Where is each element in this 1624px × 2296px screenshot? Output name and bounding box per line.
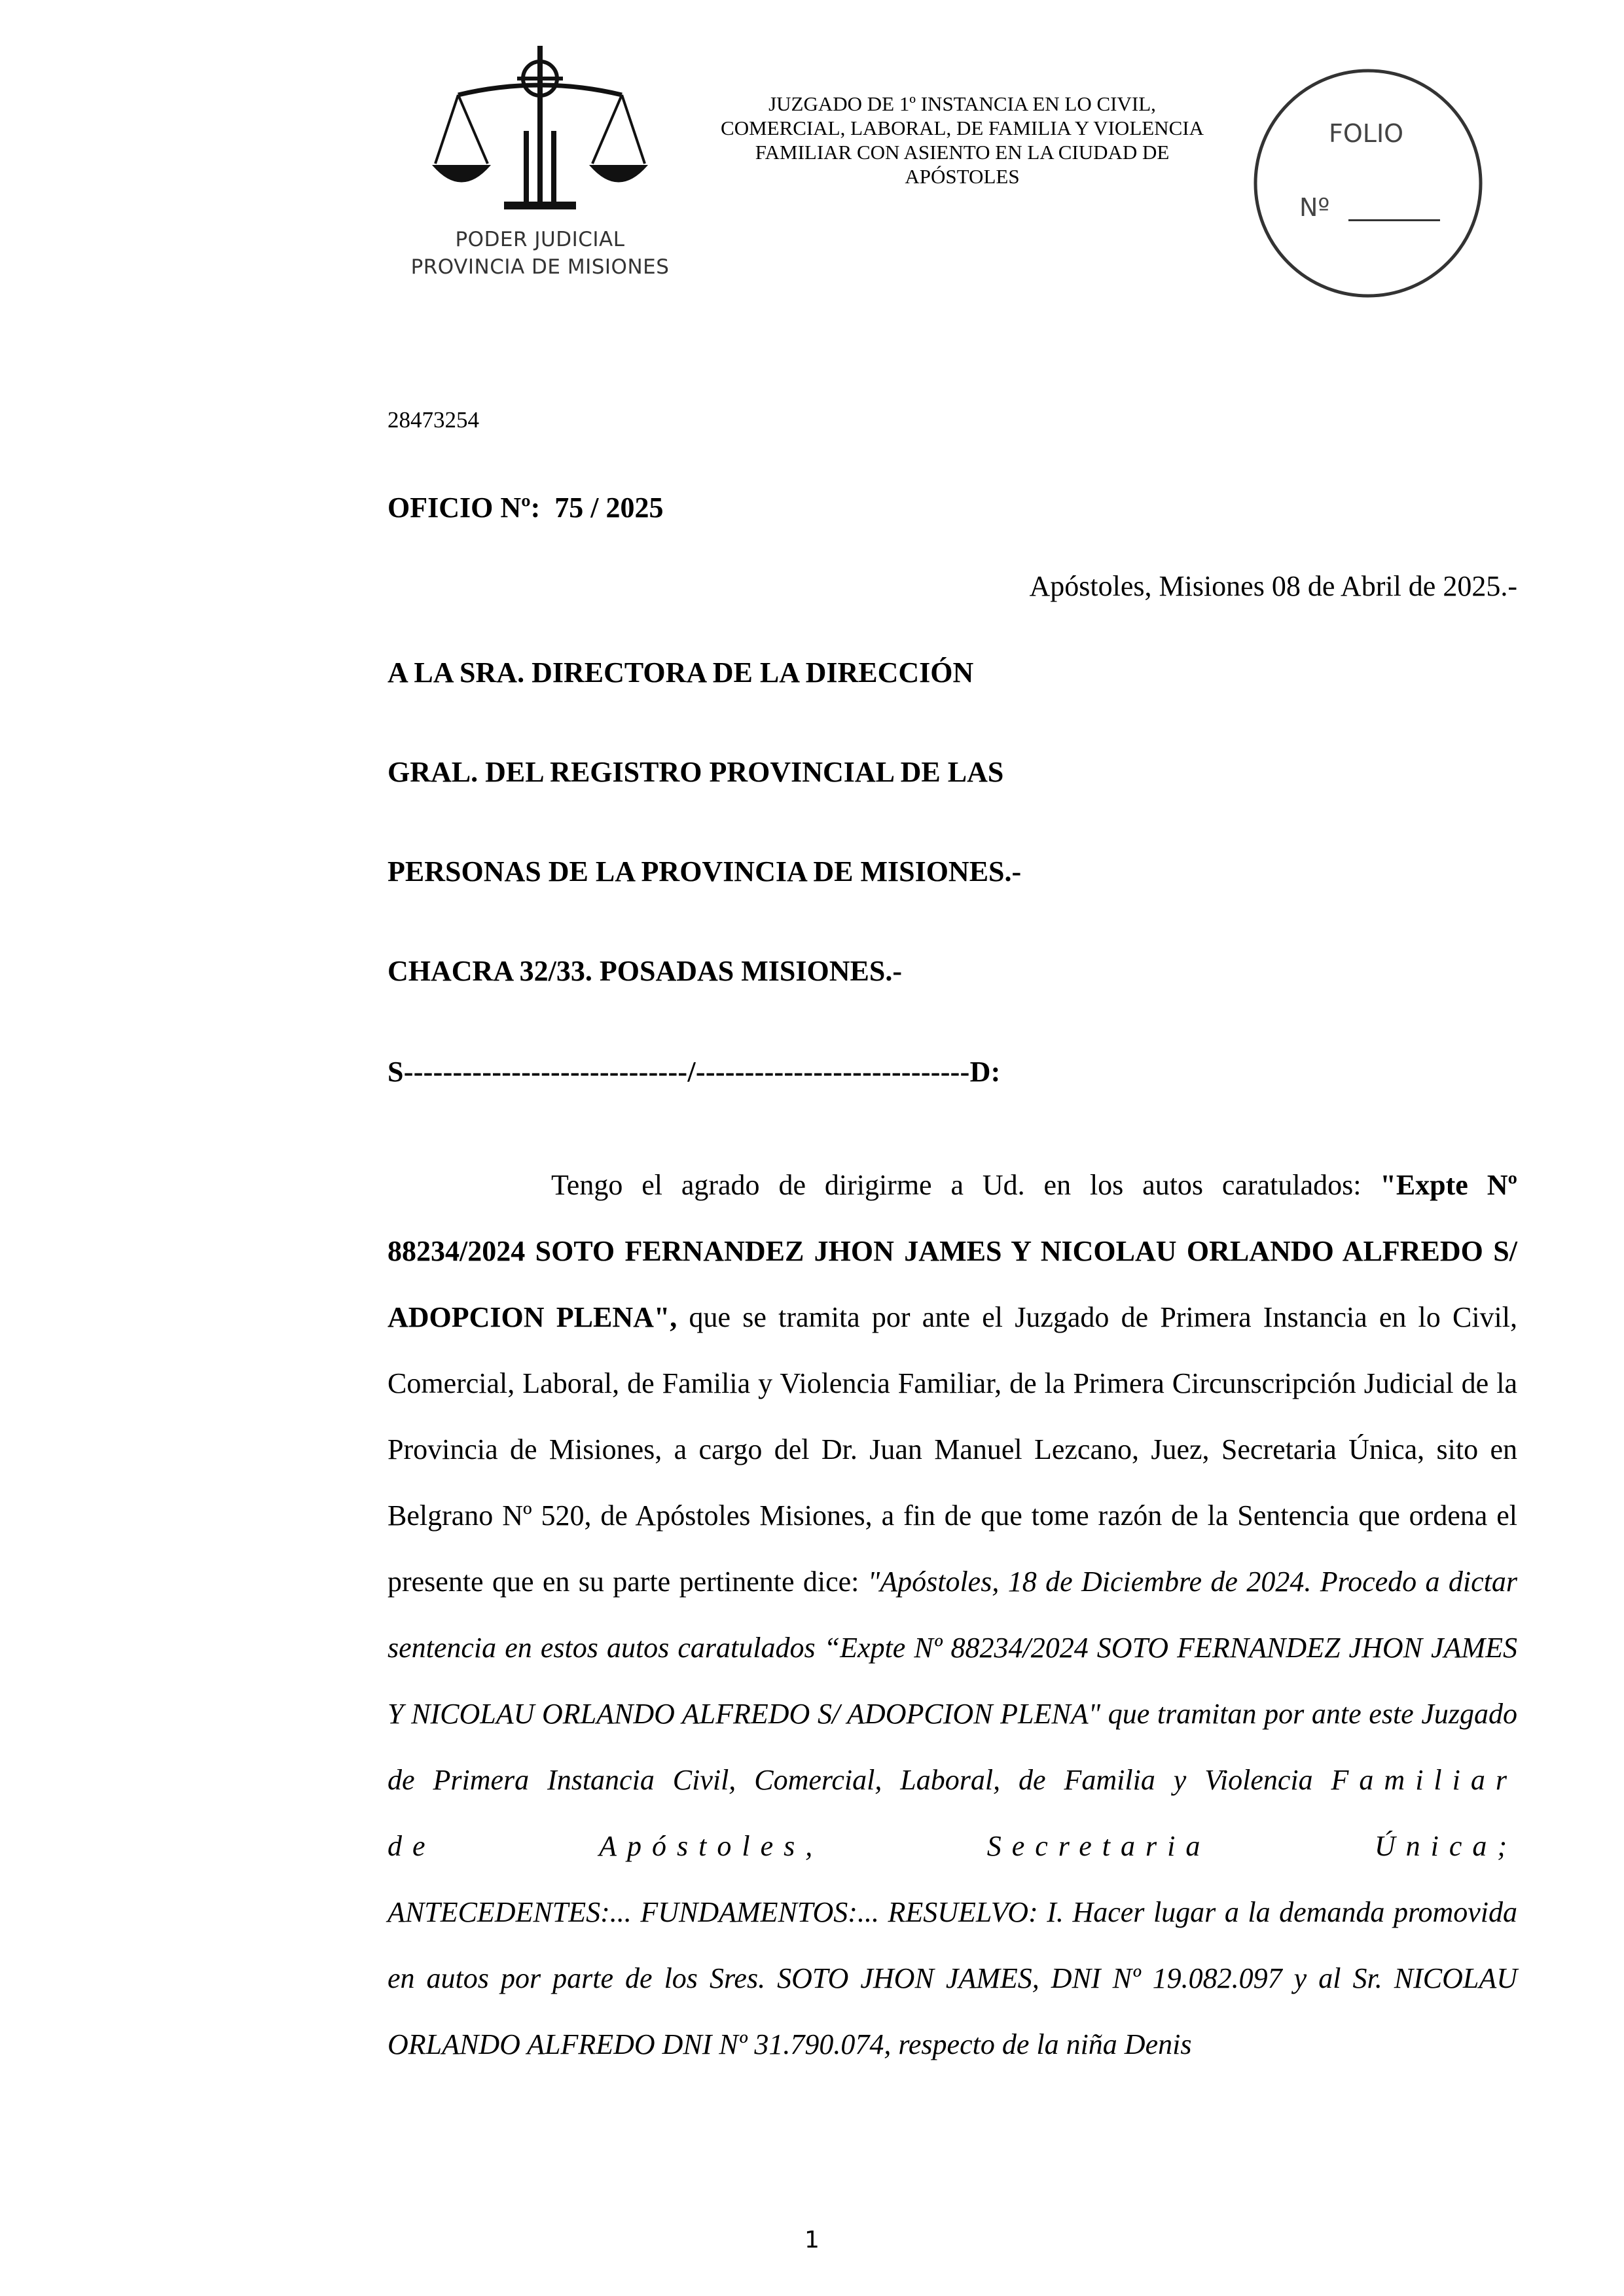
addressee-line: PERSONAS DE LA PROVINCIA DE MISIONES.- <box>388 855 1022 888</box>
body-text-court: que se tramita por ante el Juzgado de Primera Instancia en lo Civil, Comercial, Laboral, de Familia y Violencia Familiar, de la Primera Circunscripción Judicial de la Provincia de Misiones, a cargo del Dr. Juan Manuel Lezcano, Juez, Secretaria Única, sito en Belgrano Nº 520, de Apóstoles Misiones, a fin de que tome razón de la Sentencia que ordena el presente que en su parte pertinente dice: <box>388 1301 1518 1598</box>
salutation-line: S-----------------------------/----------------------------D: <box>388 1056 1001 1088</box>
folio-label: FOLIO <box>1329 119 1404 148</box>
folio-number-blank <box>1348 219 1440 221</box>
folio-stamp <box>1244 59 1492 308</box>
folio-number-label: Nº <box>1299 193 1330 222</box>
court-header-line: APÓSTOLES <box>905 165 1020 188</box>
place-and-date: Apóstoles, Misiones 08 de Abril de 2025.- <box>1029 570 1517 602</box>
addressee-line: GRAL. DEL REGISTRO PROVINCIAL DE LAS <box>388 756 1004 788</box>
court-header <box>674 92 1250 188</box>
page-number: 1 <box>804 2227 820 2253</box>
case-title: "Expte Nº 88234/2024 SOTO FERNANDEZ JHON JAMES Y NICOLAU ORLANDO ALFREDO S/ ADOPCION PLENA", <box>388 1169 1517 1333</box>
logo-text-institution: PODER JUDICIAL <box>455 228 625 251</box>
folio-stamp-circle-icon <box>1244 59 1492 308</box>
scales-of-justice-icon <box>432 39 648 223</box>
sentence-quote-resolution: ANTECEDENTES:... FUNDAMENTOS:... RESUELVO: I. Hacer lugar a la demanda promovida en autos por parte de los Sres. SOTO JHON JAMES, DNI Nº 19.082.097 y al Sr. NICOLAU ORLANDO ALFREDO DNI Nº 31.790.074, respecto de la niña Denis <box>388 1896 1517 2060</box>
body-paragraph <box>388 1152 1517 2077</box>
addressee-line: A LA SRA. DIRECTORA DE LA DIRECCIÓN <box>388 656 974 689</box>
body-text-intro: Tengo el agrado de dirigirme a Ud. en los autos caratulados: <box>551 1169 1380 1201</box>
oficio-number: OFICIO Nº: 75 / 2025 <box>388 492 664 524</box>
logo-text-province: PROVINCIA DE MISIONES <box>410 255 670 279</box>
sentence-quote: "Apóstoles, 18 de Diciembre de 2024. Procedo a dictar sentencia en estos autos caratulados “Expte Nº 88234/2024 SOTO FERNANDEZ JHON JAMES Y NICOLAU ORLANDO ALFREDO S/ ADOPCION PLENA" que tramitan por ante este Juzgado de Primera Instancia Civil, Comercial, Laboral, de Familia y Violencia <box>388 1566 1517 1796</box>
sentence-quote-spread: Familiar de Apóstoles, Secretaria Única; <box>388 1764 1517 1862</box>
document-number: 28473254 <box>388 407 479 433</box>
judicial-logo <box>399 39 681 295</box>
court-header-line: COMERCIAL, LABORAL, DE FAMILIA Y VIOLENCIA <box>721 117 1204 139</box>
addressee-line: CHACRA 32/33. POSADAS MISIONES.- <box>388 955 902 987</box>
court-header-line: FAMILIAR CON ASIENTO EN LA CIUDAD DE <box>755 141 1170 164</box>
court-header-line: JUZGADO DE 1º INSTANCIA EN LO CIVIL, <box>768 92 1156 115</box>
